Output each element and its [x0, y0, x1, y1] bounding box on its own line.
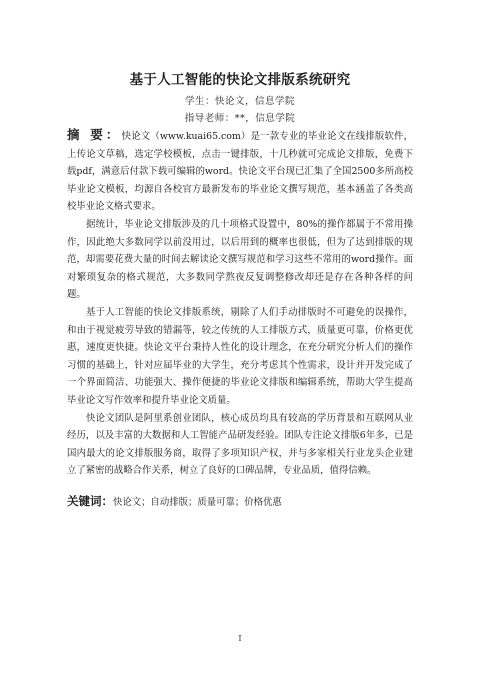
page-number: I: [238, 634, 242, 643]
abstract-text-1: 快论文（www.kuai65.com）是一款专业的毕业论文在线排版软件，上传论文草稿，选定学校模板，点击一键排版，十几秒就可完成论文排版，免费下载pdf，满意后付款下载可编辑的word。快论文平台现已汇集了全国2500多所高校毕业论文模板，均源自各校官方最新发布的毕业论文撰写规范，基本涵盖了各类高校毕业论文格式要求。: [67, 131, 413, 213]
student-line: 学生：快论文，信息学院: [184, 96, 295, 107]
abstract-paragraph-1: [67, 126, 413, 216]
keywords-line: [67, 493, 413, 511]
abstract-paragraph-4: 快论文团队是阿里系创业团队，核心成员均具有较高的学历背景和互联网从业经历，以及丰富的大数据和人工智能产品研发经验。团队专注论文排版6年多，已是国内最大的论文排版服务商，取得了多项知识产权，并与多家相关行业龙头企业建立了紧密的战略合作关系，树立了良好的口碑品牌，专业品质，值得信赖。: [67, 412, 413, 477]
abstract-label: 摘 要：: [67, 127, 122, 142]
abstract-paragraph-2: 据统计，毕业论文排版涉及的几十项格式设置中，80%的操作都属于不常用操作，因此绝大多数同学以前没用过，以后用到的概率也很低，但为了达到排版的规范，却需要花费大量的时间去解读论文撰写规范和学习这些不常用的word操作。面对繁琐复杂的格式规范，大多数同学熬夜反复调整修改却还是存在各种各样的问题。: [67, 218, 413, 301]
keywords-label: 关键词：: [67, 493, 113, 508]
keywords-text: 快论文；自动排版；质量可靠；价格优惠: [113, 496, 282, 508]
page-title: 基于人工智能的快论文排版系统研究: [129, 72, 351, 88]
abstract-paragraph-3: 基于人工智能的快论文排版系统，剔除了人们手动排版时不可避免的误操作，和由于视觉疲劳导致的错漏等，较之传统的人工排版方式，质量更可靠，价格更优惠，速度更快捷。快论文平台秉持人性化的设计理念，在充分研究分析人们的操作习惯的基础上，针对应届毕业的大学生，充分考虑其个性需求，设计并开发完成了一个界面简洁、功能强大、操作便捷的毕业论文排版和编辑系统，帮助大学生提高毕业论文写作效率和提升毕业论文质量。: [67, 306, 413, 406]
advisor-line: 指导老师：**，信息学院: [184, 113, 296, 124]
abstract-section: [67, 126, 413, 511]
